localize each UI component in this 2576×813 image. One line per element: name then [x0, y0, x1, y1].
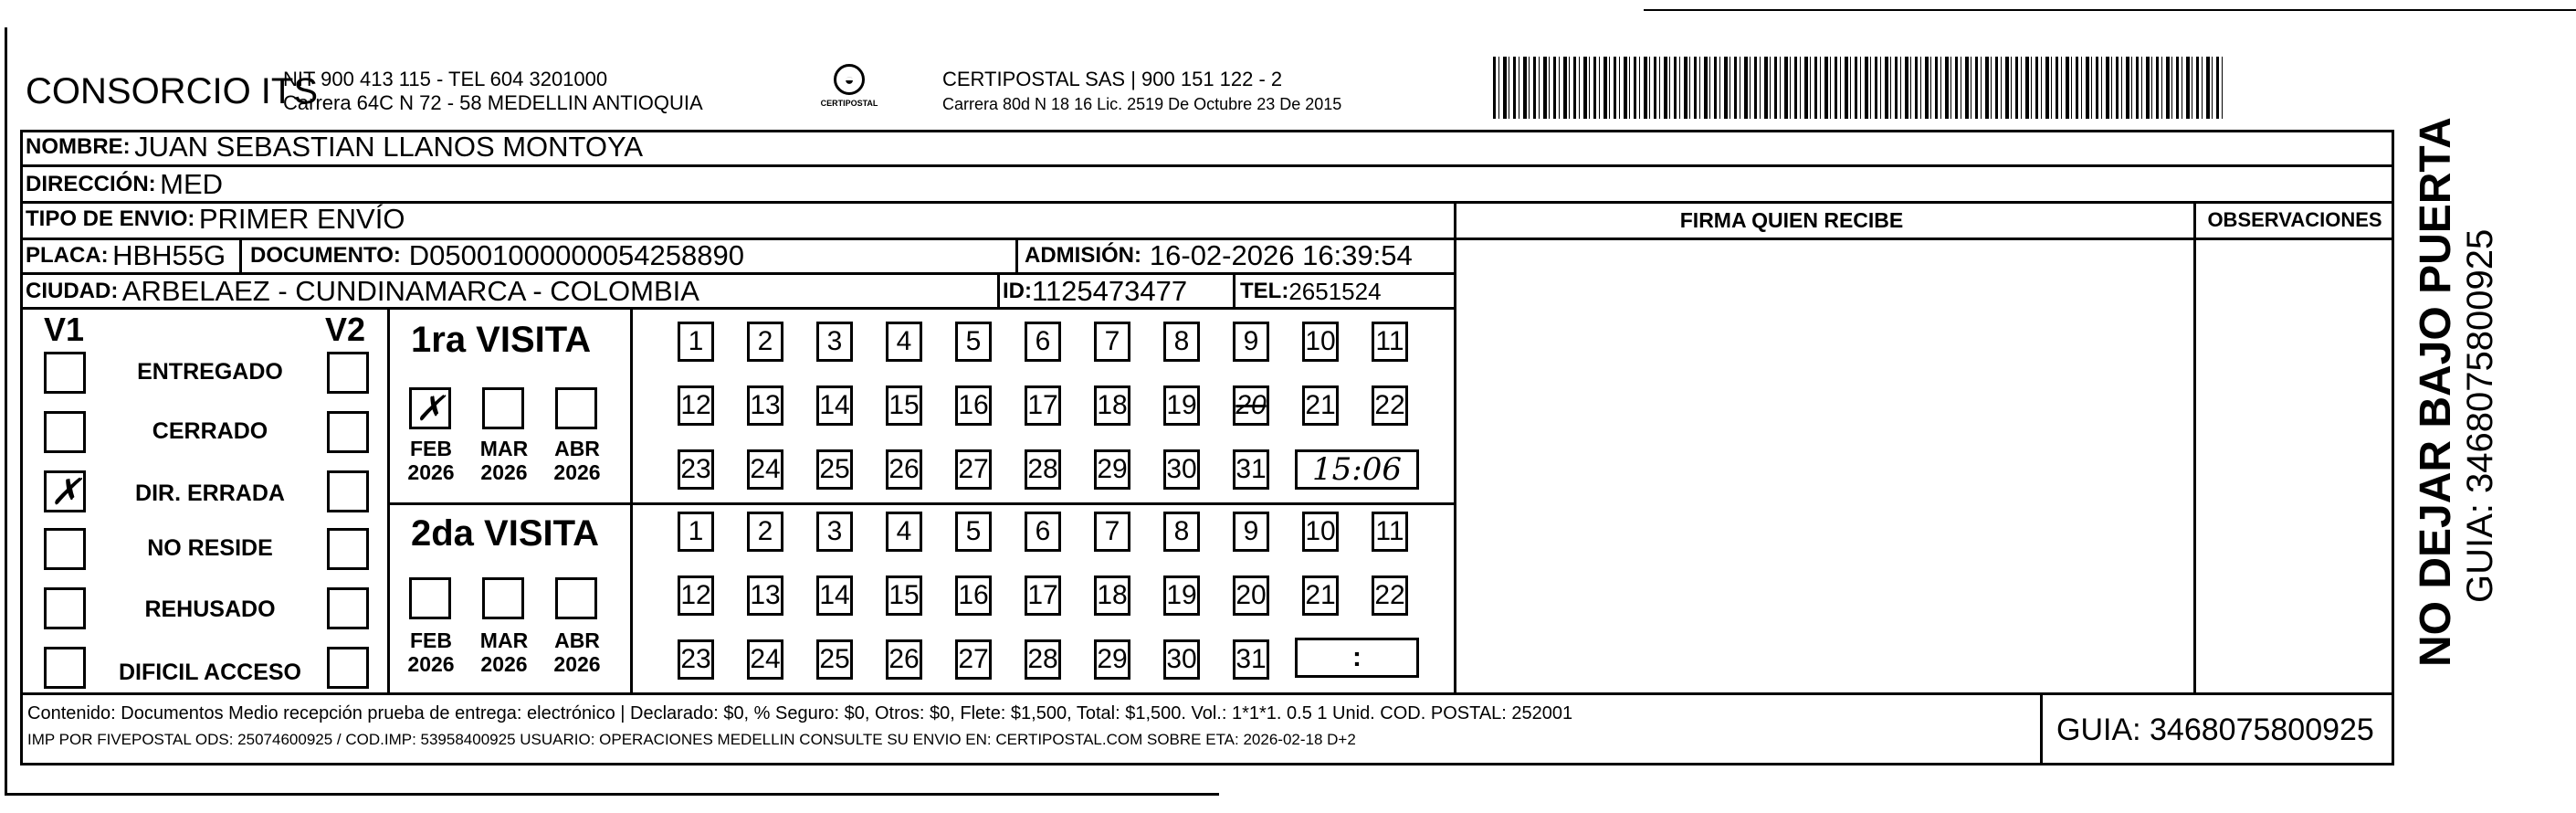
v2-checkbox-entregado[interactable] — [327, 352, 369, 394]
status-label-dir-errada: DIR. ERRADA — [135, 480, 285, 506]
first-visit-day-30[interactable]: 30 — [1163, 449, 1200, 490]
first-visit-month-abr: ABR 2026 — [553, 437, 601, 484]
first-visit-time: 15:06 — [1312, 451, 1402, 488]
second-visit-day-26[interactable]: 26 — [886, 639, 922, 680]
divider — [387, 307, 390, 694]
scan-line-left — [5, 27, 7, 795]
second-visit-day-24[interactable]: 24 — [747, 639, 783, 680]
tipo-label: TIPO DE ENVIO: — [26, 206, 195, 231]
second-visit-day-17[interactable]: 17 — [1025, 575, 1061, 616]
id-label: ID: — [1003, 279, 1032, 303]
status-label-dificil-acceso: DIFICIL ACCESO — [118, 660, 301, 685]
carrier-address: Carrera 80d N 18 16 Lic. 2519 De Octubre 23 De 2015 — [942, 95, 1342, 113]
second-visit-day-21[interactable]: 21 — [1302, 575, 1339, 616]
side-warning — [2411, 82, 2466, 667]
company-nit: NIT 900 413 115 - TEL 604 3201000 — [283, 68, 608, 90]
side-guia-text: GUIA: 3468075800925 — [2460, 228, 2500, 603]
second-visit-month-checkbox-feb[interactable] — [409, 577, 451, 619]
first-visit-day-9[interactable]: 9 — [1233, 322, 1269, 362]
first-visit-day-27[interactable]: 27 — [955, 449, 992, 490]
first-visit-day-23[interactable]: 23 — [678, 449, 714, 490]
placa-value: HBH55G — [112, 239, 226, 271]
second-visit-day-20[interactable]: 20 — [1233, 575, 1269, 616]
id-row — [1003, 275, 1187, 308]
second-visit-day-1[interactable]: 1 — [678, 512, 714, 552]
first-visit-day-7[interactable]: 7 — [1094, 322, 1130, 362]
second-visit-day-31[interactable]: 31 — [1233, 639, 1269, 680]
footer-guia: GUIA: 3468075800925 — [2056, 713, 2374, 747]
admision-row — [1025, 239, 1413, 272]
placa-label: PLACA: — [26, 243, 109, 268]
observaciones-header: OBSERVACIONES — [2207, 208, 2382, 231]
first-visit-day-19[interactable]: 19 — [1163, 385, 1200, 426]
v2-checkbox-no-reside[interactable] — [327, 528, 369, 570]
second-visit-month-checkbox-mar[interactable] — [482, 577, 524, 619]
second-visit-day-10[interactable]: 10 — [1302, 512, 1339, 552]
documento-value: D05001000000054258890 — [408, 239, 744, 271]
second-visit-day-11[interactable]: 11 — [1372, 512, 1408, 552]
first-visit-month-checkbox-mar[interactable] — [482, 387, 524, 429]
second-visit-day-27[interactable]: 27 — [955, 639, 992, 680]
company-name: CONSORCIO ITS — [26, 71, 319, 111]
first-visit-day-3[interactable]: 3 — [816, 322, 853, 362]
v2-checkbox-dificil-acceso[interactable] — [327, 647, 369, 689]
second-visit-day-12[interactable]: 12 — [678, 575, 714, 616]
second-visit-day-4[interactable]: 4 — [886, 512, 922, 552]
first-visit-month-checkbox-feb[interactable] — [409, 387, 451, 429]
divider — [20, 692, 2394, 695]
first-visit-day-13[interactable]: 13 — [747, 385, 783, 426]
v2-checkbox-rehusado[interactable] — [327, 587, 369, 629]
second-visit-day-28[interactable]: 28 — [1025, 639, 1061, 680]
v1-checkbox-rehusado[interactable] — [44, 587, 86, 629]
first-visit-month-checkbox-abr[interactable] — [555, 387, 597, 429]
divider — [1233, 272, 1235, 307]
divider — [239, 238, 242, 272]
side-warning-text: NO DEJAR BAJO PUERTA — [2412, 117, 2460, 667]
first-visit-month-feb: FEB 2026 — [407, 437, 455, 484]
nombre-value: JUAN SEBASTIAN LLANOS MONTOYA — [134, 131, 644, 163]
certipostal-logo: ◒ CERTIPOSTAL — [813, 64, 886, 119]
first-visit-day-5[interactable]: 5 — [955, 322, 992, 362]
first-visit-day-6[interactable]: 6 — [1025, 322, 1061, 362]
first-visit-day-11[interactable]: 11 — [1372, 322, 1408, 362]
first-visit-day-20[interactable]: 20 — [1233, 385, 1269, 426]
direccion-value: MED — [160, 168, 224, 200]
first-visit-day-21[interactable]: 21 — [1302, 385, 1339, 426]
first-visit-day-2[interactable]: 2 — [747, 322, 783, 362]
v1-checkbox-dir-errada[interactable] — [44, 470, 86, 512]
nombre-label: NOMBRE: — [26, 134, 131, 159]
status-label-rehusado: REHUSADO — [144, 597, 276, 622]
first-visit-day-14[interactable]: 14 — [816, 385, 853, 426]
second-visit-time: : — [1352, 642, 1362, 672]
first-visit-day-1[interactable]: 1 — [678, 322, 714, 362]
v1-checkbox-cerrado[interactable] — [44, 411, 86, 453]
first-visit-time-box[interactable] — [1295, 449, 1419, 490]
second-visit-month-mar: MAR 2026 — [479, 628, 529, 676]
handwritten-check-mark: ✗ — [415, 388, 445, 428]
second-visit-day-22[interactable]: 22 — [1372, 575, 1408, 616]
first-visit-day-28[interactable]: 28 — [1025, 449, 1061, 490]
firma-column-left-border — [1454, 201, 1456, 694]
tel-value: 2651524 — [1288, 277, 1382, 305]
first-visit-day-24[interactable]: 24 — [747, 449, 783, 490]
second-visit-day-6[interactable]: 6 — [1025, 512, 1061, 552]
admision-label: ADMISIÓN: — [1025, 243, 1141, 268]
second-visit-day-7[interactable]: 7 — [1094, 512, 1130, 552]
divider — [630, 307, 633, 694]
status-label-cerrado: CERRADO — [152, 418, 268, 444]
second-visit-day-2[interactable]: 2 — [747, 512, 783, 552]
second-visit-day-23[interactable]: 23 — [678, 639, 714, 680]
divider — [1015, 238, 1018, 272]
scan-line-top — [1644, 9, 2576, 11]
side-guia — [2460, 55, 2506, 603]
second-visit-day-30[interactable]: 30 — [1163, 639, 1200, 680]
second-visit-day-5[interactable]: 5 — [955, 512, 992, 552]
direccion-row — [26, 168, 223, 201]
second-visit-day-25[interactable]: 25 — [816, 639, 853, 680]
second-visit-day-3[interactable]: 3 — [816, 512, 853, 552]
first-visit-day-31[interactable]: 31 — [1233, 449, 1269, 490]
divider — [997, 272, 1000, 307]
placa-row — [26, 239, 226, 272]
documento-row — [250, 239, 744, 272]
first-visit-day-26[interactable]: 26 — [886, 449, 922, 490]
divider — [20, 164, 2394, 167]
tel-label: TEL: — [1240, 279, 1289, 303]
second-visit-day-14[interactable]: 14 — [816, 575, 853, 616]
handwritten-check-mark: ✗ — [50, 471, 81, 513]
first-visit-day-25[interactable]: 25 — [816, 449, 853, 490]
second-visit-day-18[interactable]: 18 — [1094, 575, 1130, 616]
first-visit-day-17[interactable]: 17 — [1025, 385, 1061, 426]
second-visit-day-29[interactable]: 29 — [1094, 639, 1130, 680]
first-visit-day-10[interactable]: 10 — [1302, 322, 1339, 362]
second-visit-day-15[interactable]: 15 — [886, 575, 922, 616]
first-visit-day-29[interactable]: 29 — [1094, 449, 1130, 490]
carrier-name: CERTIPOSTAL SAS | 900 151 122 - 2 — [942, 68, 1283, 90]
v2-label: V2 — [325, 311, 366, 348]
first-visit-month-mar: MAR 2026 — [479, 437, 529, 484]
second-visit-title: 2da VISITA — [411, 513, 599, 554]
v2-checkbox-dir-errada[interactable] — [327, 470, 369, 512]
second-visit-month-feb: FEB 2026 — [407, 628, 455, 676]
divider — [387, 502, 1456, 505]
logo-text: CERTIPOSTAL — [820, 99, 878, 108]
company-address: Carrera 64C N 72 - 58 MEDELLIN ANTIOQUIA — [283, 91, 703, 114]
admision-value: 16-02-2026 16:39:54 — [1149, 239, 1413, 271]
tipo-value: PRIMER ENVÍO — [198, 203, 405, 235]
second-visit-day-13[interactable]: 13 — [747, 575, 783, 616]
second-visit-day-9[interactable]: 9 — [1233, 512, 1269, 552]
second-visit-month-checkbox-abr[interactable] — [555, 577, 597, 619]
footer-content: Contenido: Documentos Medio recepción prueba de entrega: electrónico | Declarado: $0, % Seguro: $0, Otros: $0, Flete: $1,500, Total: $1,500. Vol.: 1*1*1. 0.5 1 Unid. COD. POSTAL: 252001 — [27, 703, 1573, 723]
documento-label: DOCUMENTO: — [250, 243, 401, 268]
tipo-row — [26, 203, 405, 236]
nombre-row — [26, 131, 643, 164]
second-visit-day-8[interactable]: 8 — [1163, 512, 1200, 552]
direccion-label: DIRECCIÓN: — [26, 172, 156, 196]
second-visit-day-19[interactable]: 19 — [1163, 575, 1200, 616]
barcode — [1493, 57, 2224, 119]
ciudad-label: CIUDAD: — [26, 279, 119, 303]
v1-checkbox-dificil-acceso[interactable] — [44, 647, 86, 689]
footer-imp: IMP POR FIVEPOSTAL ODS: 25074600925 / COD.IMP: 53958400925 USUARIO: OPERACIONES MEDELLIN CONSULTE SU ENVIO EN: CERTIPOSTAL.COM SOBRE ETA: 2026-02-18 D+2 — [27, 731, 1356, 748]
divider — [20, 307, 1456, 310]
v1-checkbox-no-reside[interactable] — [44, 528, 86, 570]
first-visit-day-15[interactable]: 15 — [886, 385, 922, 426]
id-value: 1125473477 — [1032, 275, 1188, 307]
first-visit-day-12[interactable]: 12 — [678, 385, 714, 426]
firma-header: FIRMA QUIEN RECIBE — [1679, 208, 1904, 232]
first-visit-title: 1ra VISITA — [411, 320, 592, 360]
status-label-no-reside: NO RESIDE — [147, 535, 273, 561]
first-visit-day-22[interactable]: 22 — [1372, 385, 1408, 426]
first-visit-day-16[interactable]: 16 — [955, 385, 992, 426]
first-visit-day-8[interactable]: 8 — [1163, 322, 1200, 362]
v2-checkbox-cerrado[interactable] — [327, 411, 369, 453]
second-visit-month-abr: ABR 2026 — [553, 628, 601, 676]
ciudad-value: ARBELAEZ - CUNDINAMARCA - COLOMBIA — [121, 275, 699, 307]
observaciones-column-left-border — [2193, 201, 2196, 694]
first-visit-day-18[interactable]: 18 — [1094, 385, 1130, 426]
tel-row — [1240, 275, 1382, 308]
status-label-entregado: ENTREGADO — [137, 359, 283, 385]
second-visit-day-16[interactable]: 16 — [955, 575, 992, 616]
v1-label: V1 — [44, 311, 85, 348]
v1-checkbox-entregado[interactable] — [44, 352, 86, 394]
first-visit-day-4[interactable]: 4 — [886, 322, 922, 362]
scan-line-bottom — [5, 793, 1219, 796]
second-visit-time-box[interactable] — [1295, 638, 1419, 678]
divider — [2040, 692, 2043, 765]
ciudad-row — [26, 275, 699, 308]
